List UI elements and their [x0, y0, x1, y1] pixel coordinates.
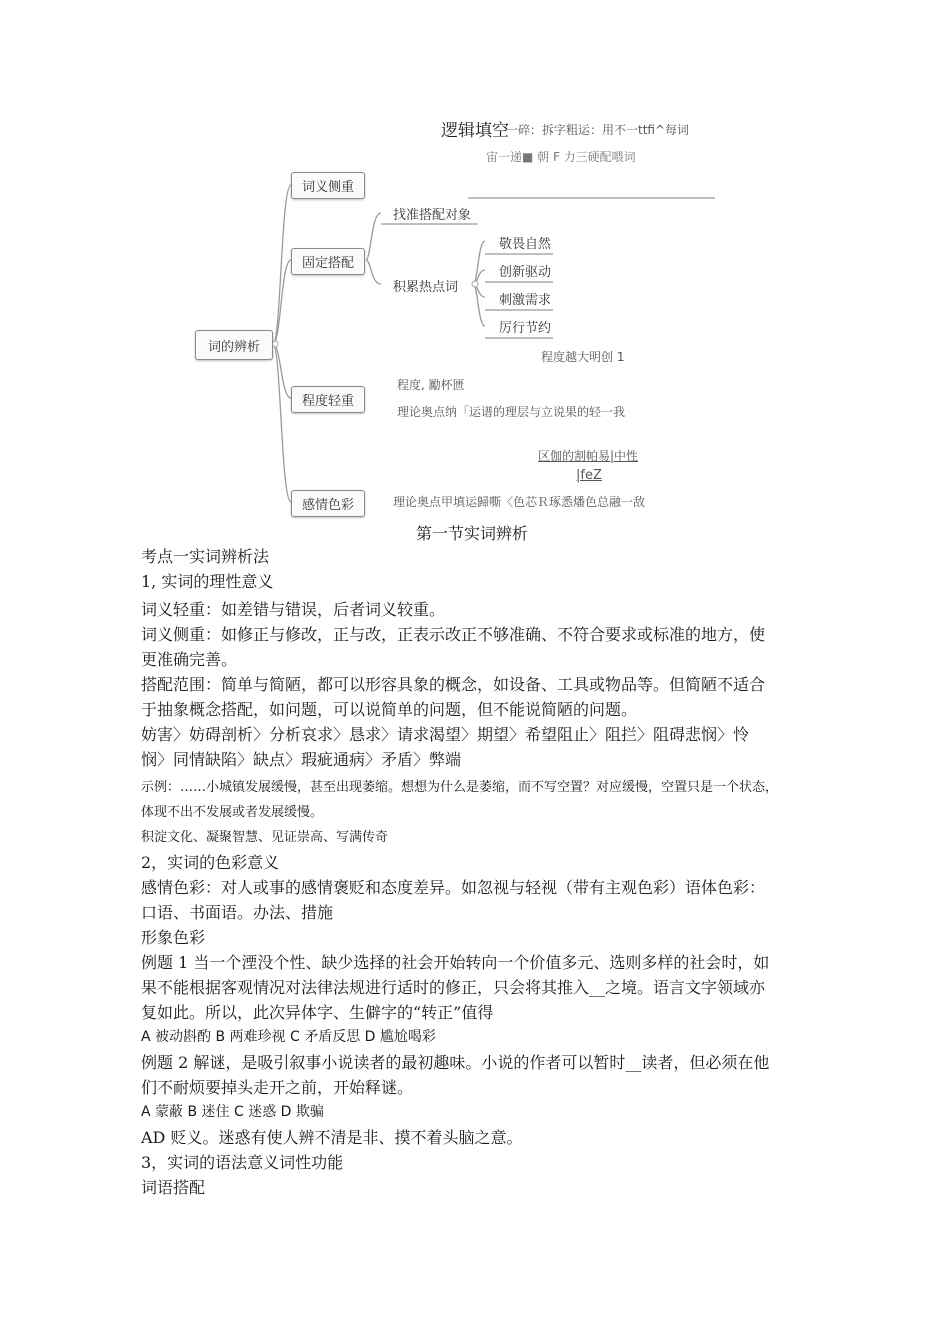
paragraph-line: 悯〉同情缺陷〉缺点〉瑕疵通病〉矛盾〉弊端: [141, 750, 462, 769]
example-line: 示例：……小城镇发展缓慢，甚至出现萎缩。想想为什么是萎缩，而不写空置？对应缓慢，空置只是一个状态，: [141, 780, 779, 795]
paragraph-line: 形象色彩: [141, 928, 206, 947]
emotion-note: 理论奥点甲填运歸嘶〈色芯Ｒ琢悉燔色总融一敌: [393, 495, 646, 509]
paragraph-line: 于抽象概念搭配，如问题，可以说简单的问题，但不能说简陋的问题。: [141, 700, 638, 719]
question-line: 们不耐烦要掉头走开之前，开始释谜。: [141, 1078, 414, 1097]
paragraph-line: 感情色彩：对人或事的感情褒贬和态度差异。如忽视与轻视（带有主观色彩）语体色彩：: [141, 878, 766, 897]
root-node: 词的辨析: [195, 330, 273, 360]
branch-node: 词义侧重: [291, 172, 365, 199]
heading-sub: 1, 实词的理性意义: [141, 572, 274, 591]
branch-node: 程度轻重: [291, 386, 365, 413]
question-line: 复如此。所以，此次异体字、生僻字的“转正”值得: [141, 1003, 494, 1022]
degree-note-2: 理论奥点纳「运谱的理层与立说果的轻一我: [397, 405, 626, 419]
branch-node: 感情色彩: [291, 490, 365, 517]
answer-options: A 蒙蔽 B 迷住 C 迷惑 D 欺骗: [141, 1104, 324, 1120]
paragraph-line: 搭配范围：简单与简陋，都可以形容具象的概念，如设备、工具或物品等。但简陋不适合: [141, 675, 766, 694]
leaf-node: 敬畏自然: [499, 237, 552, 252]
paragraph-line: 口语、书面语。办法、措施: [141, 903, 334, 922]
degree-note-top: 程度越大明创 1: [541, 350, 625, 364]
sub-node: 积累热点词: [393, 280, 459, 295]
paragraph-line: 妨害〉妨碍剖析〉分析哀求〉恳求〉请求渴望〉期望〉希望阻止〉阻拦〉阻碍悲悯〉怜: [141, 725, 750, 744]
leaf-node: 厉行节约: [499, 321, 552, 336]
answer-options: A 被动斟酌 B 两难珍视 C 矛盾反思 D 尴尬喝彩: [141, 1029, 436, 1045]
faded-caption: 宙一递■ 朝 F 力三硬配喂词: [486, 150, 636, 164]
leaf-node: 创新驱动: [499, 265, 552, 280]
emotion-link-2: |feZ: [576, 468, 602, 483]
leaf-node: 刺激需求: [499, 293, 552, 308]
sub-node: 找准搭配对象: [393, 208, 472, 223]
emotion-link-1: 区伽的割帕易|中性: [538, 449, 639, 463]
overlapping-caption: 一碎：拆字粗运：用不一ttfi^每词: [506, 123, 690, 137]
degree-note-1: 程度, 勵杯匮: [397, 378, 465, 392]
question-line: 果不能根据客观情况对法律法规进行适时的修正，只会将其推入__之境。语言文字领域亦: [141, 978, 766, 997]
branch-node: 固定搭配: [291, 248, 365, 275]
heading-sub: 2，实词的色彩意义: [141, 853, 280, 872]
document-body: [141, 544, 821, 1200]
example-line: 积淀文化、凝聚智慧、见证崇高、写满传奇: [141, 830, 389, 845]
paragraph-line: 词语搭配: [141, 1178, 206, 1197]
example-line: 体现不出不发展或者发展缓慢。: [141, 805, 324, 820]
question-line: 例题 1 当一个湮没个性、缺少选择的社会开始转向一个价值多元、选则多样的社会时，如: [141, 953, 770, 972]
paragraph-line: 词义轻重：如差错与错误，后者词义较重。: [141, 600, 446, 619]
question-line: 例题 2 解谜，是吸引叙事小说读者的最初趣味。小说的作者可以暂时__读者，但必须在他: [141, 1053, 770, 1072]
section-title: 第一节实词辨析: [416, 524, 529, 543]
answer-explanation: AD 贬义。迷惑有使人辨不清是非、摸不着头脑之意。: [141, 1128, 523, 1147]
mind-map-diagram: [193, 160, 733, 520]
heading-point: 考点一实词辨析法: [141, 547, 270, 566]
paragraph-line: 更准确完善。: [141, 650, 238, 669]
paragraph-line: 词义侧重：如修正与修改，正与改，正表示改正不够准确、不符合要求或标准的地方，使: [141, 625, 766, 644]
page-title: 逻辑填空: [441, 121, 509, 141]
heading-sub: 3，实词的语法意义词性功能: [141, 1153, 344, 1172]
